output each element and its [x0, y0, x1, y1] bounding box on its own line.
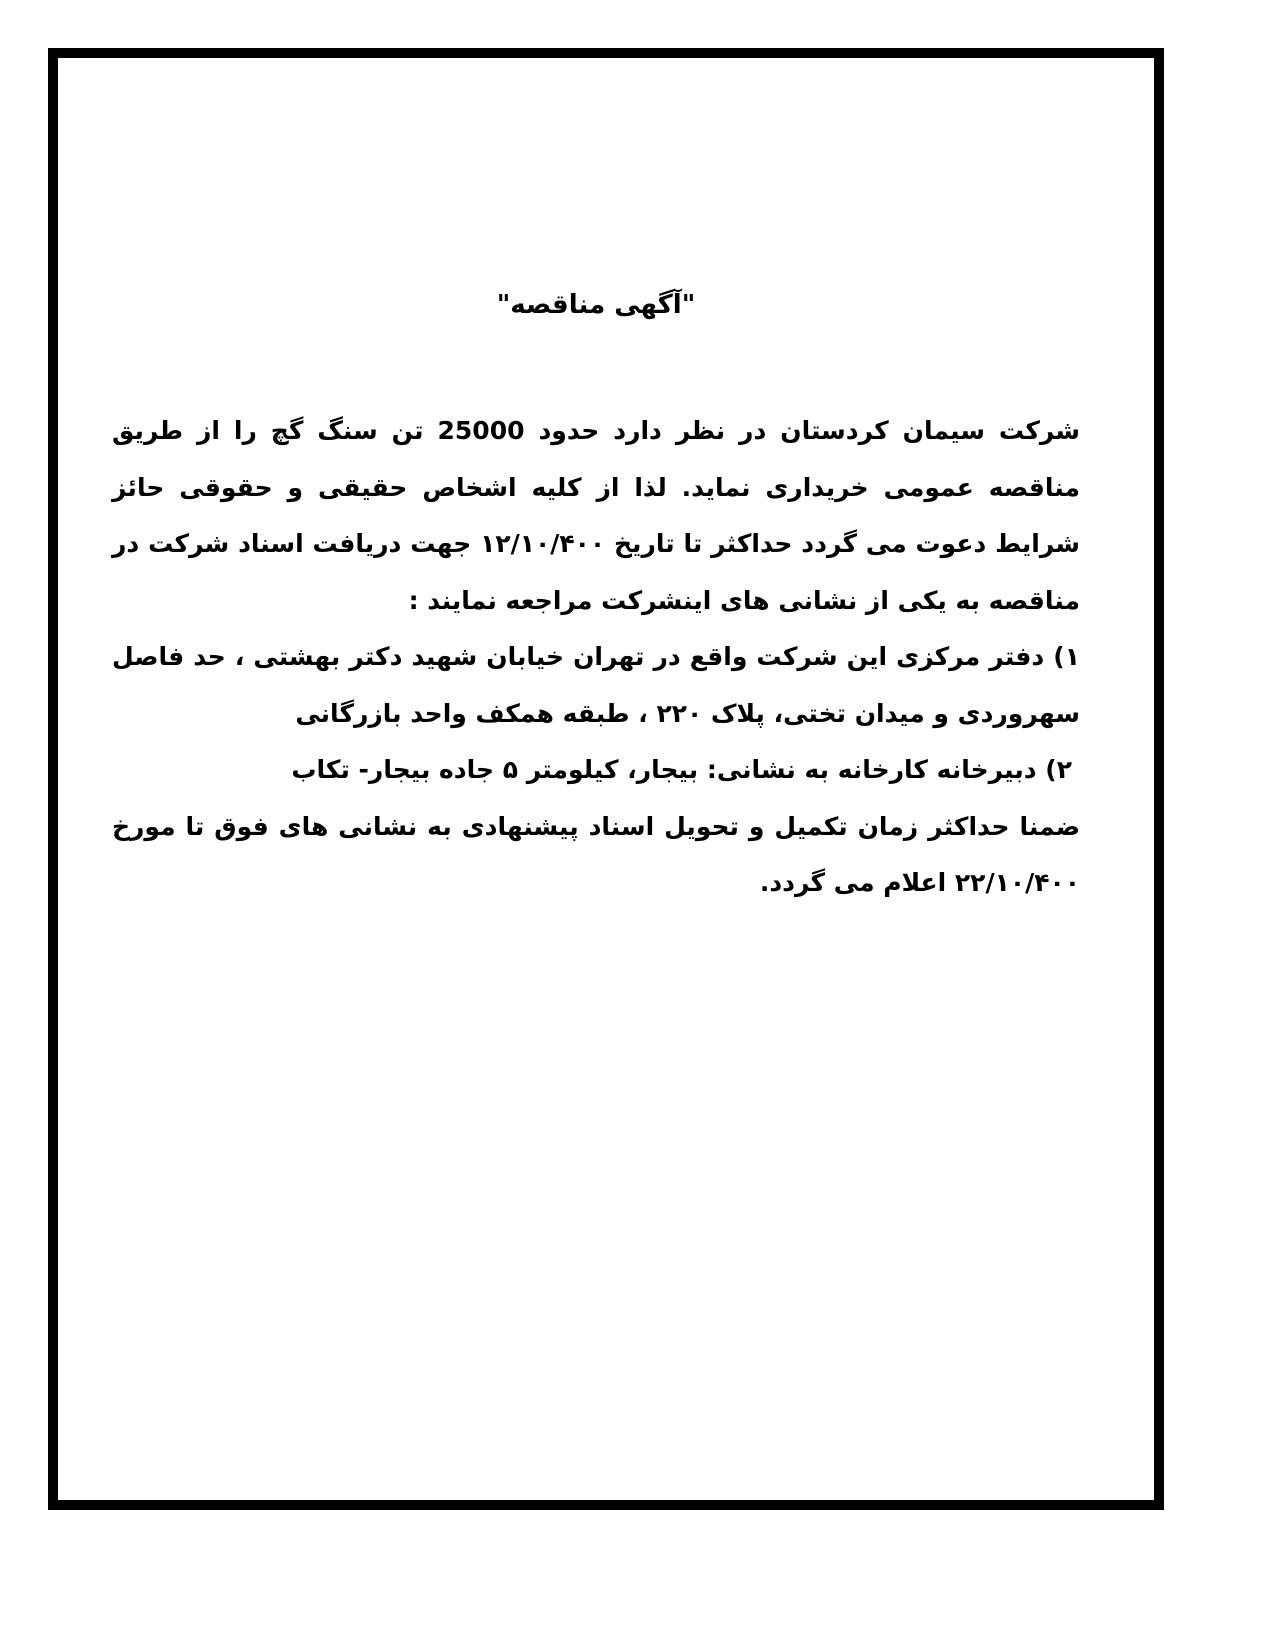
closing-paragraph: ضمنا حداکثر زمان تکمیل و تحویل اسناد پیشنهادی به نشانی های فوق تا مورخ ۲۲/۱۰/۴۰۰ اعلام می گردد.	[112, 811, 1080, 897]
notice-content	[112, 285, 1080, 912]
address-head-office: ۱) دفتر مرکزی این شرکت واقع در تهران خیابان شهید دکتر بهشتی ، حد فاصل سهروردی و میدان تختی، پلاک ۲۲۰ ، طبقه همکف واحد بازرگانی	[112, 642, 1080, 728]
address-factory: ۲) دبیرخانه کارخانه به نشانی: بیجار، کیلومتر ۵ جاده بیجار- تکاب	[291, 755, 1072, 784]
notice-body	[112, 403, 1080, 912]
notice-title: "آگهی مناقصه"	[496, 290, 696, 320]
intro-paragraph: شرکت سیمان کردستان در نظر دارد حدود 25000 تن سنگ گچ را از طریق مناقصه عمومی خریداری نماید. لذا از کلیه اشخاص حقیقی و حقوقی حائز شرایط دعوت می گردد حداکثر تا تاریخ ۱۲/۱۰/۴۰۰ جهت دریافت اسناد شرکت در مناقصه به یکی از نشانی های اینشرکت مراجعه نمایند :	[112, 416, 1080, 615]
